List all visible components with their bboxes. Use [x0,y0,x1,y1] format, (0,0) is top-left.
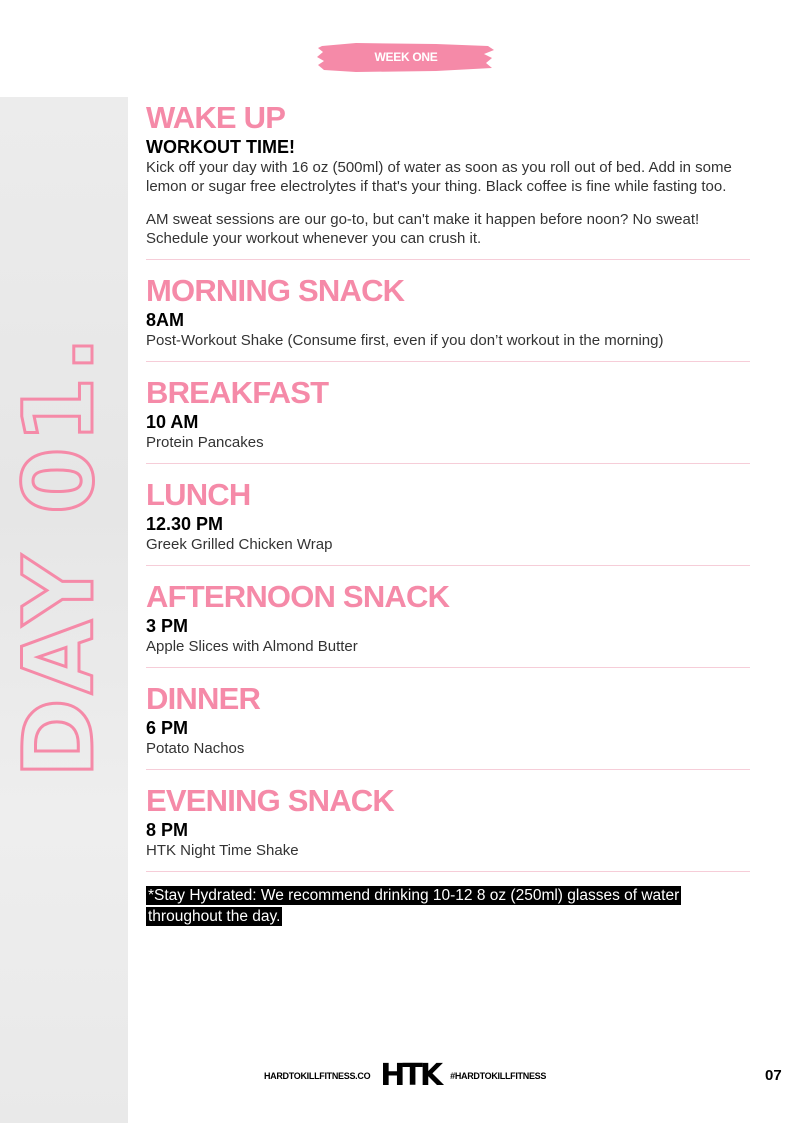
divider [146,565,750,566]
section-morning-snack [146,273,750,350]
section-dinner [146,681,750,758]
hashtag: #HARDTOKILLFITNESS [450,1071,547,1081]
section-description: Greek Grilled Chicken Wrap [146,536,333,553]
section-time: 8 PM [146,820,189,840]
section-time: 10 AM [146,412,199,432]
section-description: Kick off your day with 16 oz (500ml) of water as soon as you roll out of bed. Add in some lemon or sugar free electrolytes if that's your thing. Black coffee is fine while fasting too. [146,159,732,195]
section-time: WORKOUT TIME! [146,137,295,157]
section-time: 6 PM [146,718,189,738]
section-description: Apple Slices with Almond Butter [146,638,358,655]
divider [146,871,750,872]
day-label: DAY 01. [3,332,116,778]
section-heading: LUNCH [146,477,251,512]
section-heading: BREAKFAST [146,375,329,410]
meal-plan [146,100,750,927]
divider [146,361,750,362]
section-evening-snack [146,783,750,860]
section-afternoon-snack [146,579,750,656]
section-heading: MORNING SNACK [146,273,405,308]
section-time: 12.30 PM [146,514,224,534]
section-heading: AFTERNOON SNACK [146,579,450,614]
footer [260,1058,550,1094]
week-label: WEEK ONE [374,50,438,64]
section-description: Potato Nachos [146,740,245,757]
divider [146,463,750,464]
section-heading: EVENING SNACK [146,783,394,818]
section-wake-up [146,100,750,248]
hydration-note [146,885,750,927]
week-badge [316,40,496,74]
section-description: AM sweat sessions are our go-to, but can't make it happen before noon? No sweat! Schedule your workout whenever you can crush it. [146,211,700,247]
day-label-vertical [3,320,116,790]
htk-logo: HTK [380,1058,441,1093]
section-description: Protein Pancakes [146,434,264,451]
page-number: 07 [765,1067,782,1084]
divider [146,259,750,260]
divider [146,667,750,668]
section-time: 8AM [146,310,185,330]
section-lunch [146,477,750,554]
section-heading: WAKE UP [146,100,286,135]
section-description: HTK Night Time Shake [146,842,299,859]
hydration-note-text: *Stay Hydrated: We recommend drinking 10-12 8 oz (250ml) glasses of water throughout the day. [148,887,680,925]
website-link[interactable]: HARDTOKILLFITNESS.CO [263,1071,371,1081]
section-heading: DINNER [146,681,261,716]
section-breakfast [146,375,750,452]
section-time: 3 PM [146,616,189,636]
divider [146,769,750,770]
section-description: Post-Workout Shake (Consume first, even if you don’t workout in the morning) [146,332,664,349]
